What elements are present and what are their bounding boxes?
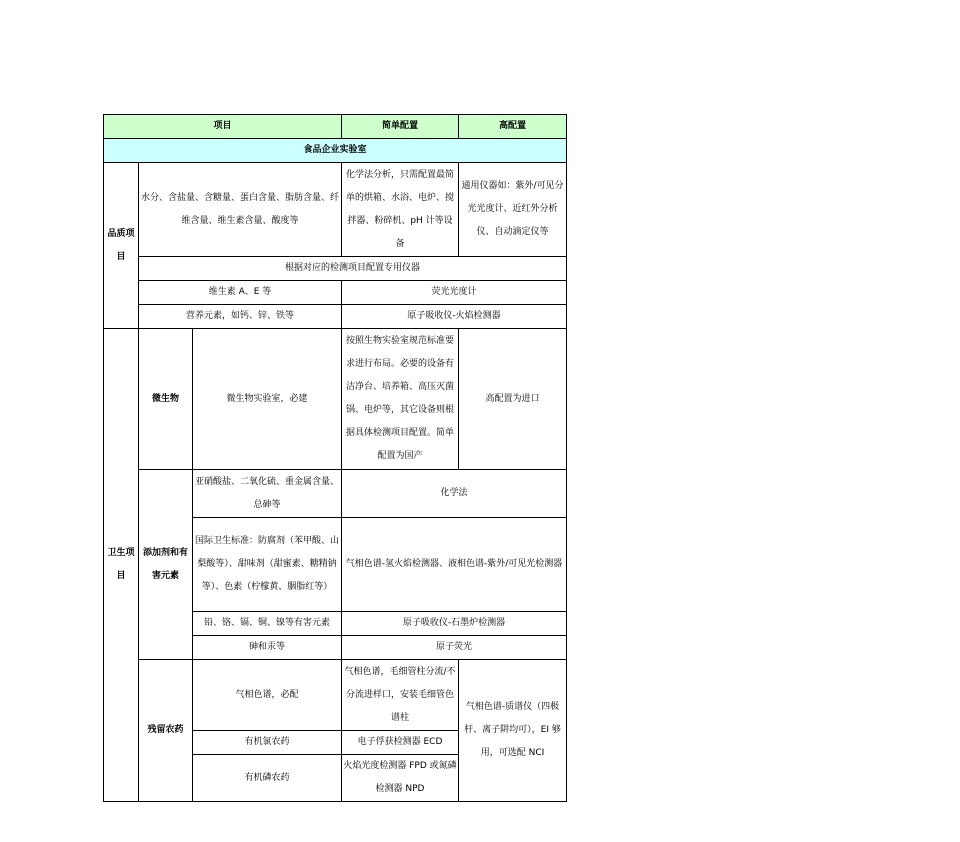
pesticide-high: 气相色谱-质谱仪（四极杆、离子阱均可），EI 够用，可选配 NCI <box>459 660 567 802</box>
pesticide-row1-item: 气相色谱，必配 <box>193 660 342 731</box>
micro-item: 微生物实验室，必建 <box>193 329 342 470</box>
additives-row1-config: 化学法 <box>342 470 567 518</box>
additives-row3-item: 铅、铬、镉、铜、镍等有害元素 <box>193 612 342 636</box>
pesticide-label: 残留农药 <box>139 660 193 802</box>
additives-label: 添加剂和有害元素 <box>139 470 193 660</box>
quality-row1-item: 水分、含盐量、含糖量、蛋白含量、脂肪含量、纤维含量、维生素含量、酸度等 <box>139 163 342 257</box>
header-simple: 简单配置 <box>342 115 459 139</box>
pesticide-row2-simple: 电子俘获检测器 ECD <box>342 731 459 755</box>
quality-label: 品质项目 <box>104 163 139 329</box>
pesticide-row3-item: 有机磷农药 <box>193 755 342 802</box>
additives-row3-config: 原子吸收仪-石墨炉检测器 <box>342 612 567 636</box>
pesticide-row3-simple: 火焰光度检测器 FPD 或氮磷检测器 NPD <box>342 755 459 802</box>
pesticide-row1-simple: 气相色谱，毛细管柱分流/不分流进样口，安装毛细管色谱柱 <box>342 660 459 731</box>
pesticide-row2-item: 有机氯农药 <box>193 731 342 755</box>
section-title: 食品企业实验室 <box>104 139 567 163</box>
quality-row2-note: 根据对应的检测项目配置专用仪器 <box>139 257 567 281</box>
header-item: 项目 <box>104 115 342 139</box>
additives-row1-item: 亚硝酸盐、二氧化硫、重金属含量、总砷等 <box>193 470 342 518</box>
additives-row4-item: 砷和汞等 <box>193 636 342 660</box>
quality-row1-simple: 化学法分析，只需配置最简单的烘箱、水浴、电炉、搅拌器、粉碎机、pH 计等设备 <box>342 163 459 257</box>
additives-row4-config: 原子荧光 <box>342 636 567 660</box>
lab-config-table <box>103 114 567 802</box>
quality-row3-item: 维生素 A、E 等 <box>139 281 342 305</box>
additives-row2-item: 国际卫生标准：防腐剂（苯甲酸、山梨酸等）、甜味剂（甜蜜素、糖精钠等）、色素（柠檬黄、胭脂红等） <box>193 518 342 612</box>
quality-row4-item: 营养元素，如钙、锌、铁等 <box>139 305 342 329</box>
micro-high: 高配置为进口 <box>459 329 567 470</box>
additives-row2-config: 气相色谱-氢火焰检测器、液相色谱-紫外/可见光检测器 <box>342 518 567 612</box>
quality-row3-config: 荧光光度计 <box>342 281 567 305</box>
micro-label: 微生物 <box>139 329 193 470</box>
hygiene-label: 卫生项目 <box>104 329 139 802</box>
micro-simple: 按照生物实验室规范标准要求进行布局。必要的设备有洁净台、培养箱、高压灭菌锅、电炉等，其它设备则根据具体检测项目配置。简单配置为国产 <box>342 329 459 470</box>
header-high: 高配置 <box>459 115 567 139</box>
quality-row4-config: 原子吸收仪-火焰检测器 <box>342 305 567 329</box>
quality-row1-high: 通用仪器如：紫外/可见分光光度计、近红外分析仪、自动滴定仪等 <box>459 163 567 257</box>
